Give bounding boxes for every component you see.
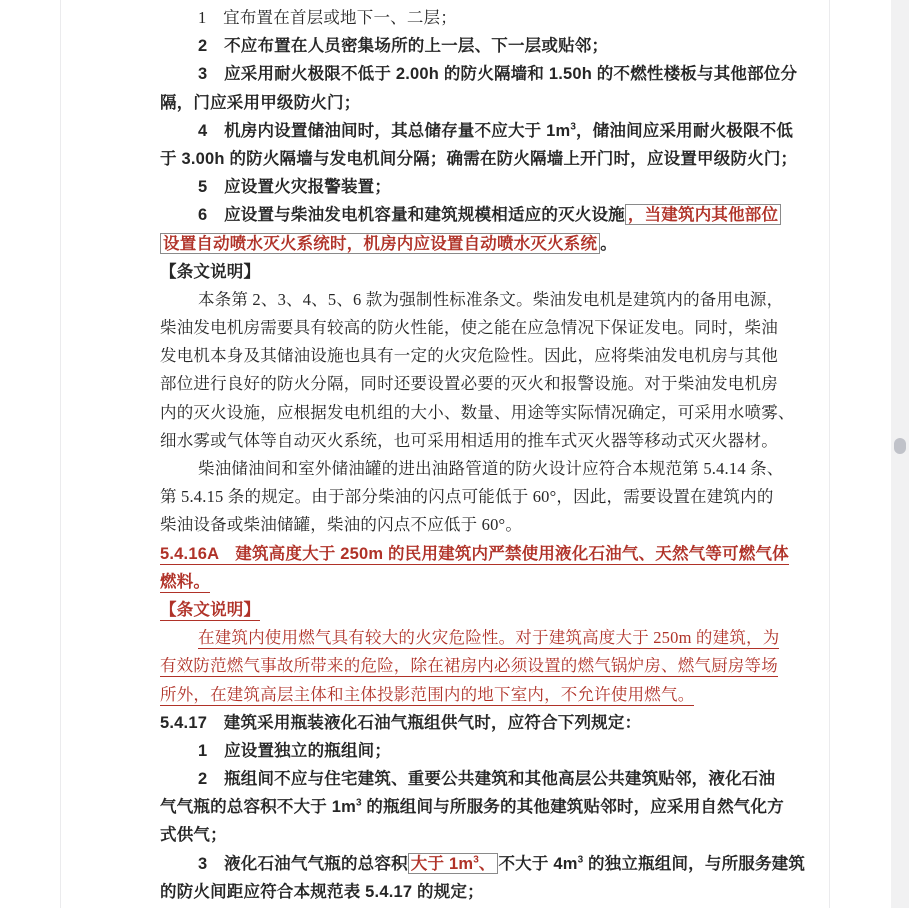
text-line [160, 624, 800, 652]
text-segment: 柴油设备或柴油储罐，柴油的闪点不应低于 60°。 [160, 515, 523, 535]
text-line [160, 230, 800, 258]
revision-highlight-box [625, 204, 781, 225]
page-left-edge-line [60, 0, 61, 908]
text-segment: 式供气； [160, 826, 227, 845]
text-line [160, 511, 800, 539]
text-line [160, 258, 800, 286]
red-text-segment: 【条文说明】 [160, 600, 261, 619]
text-segment: 。 [600, 234, 617, 253]
red-text-segment: 所外，在建筑高层主体和主体投影范围内的地下室内，不允许使用燃气。 [160, 684, 695, 704]
red-text-segment: 燃料。 [160, 572, 211, 591]
text-line [160, 60, 800, 88]
text-segment: 1 宜布置在首层或地下一、二层； [198, 8, 457, 27]
text-line [160, 455, 800, 483]
red-text-segment: 大于 1m [410, 854, 474, 873]
red-text-segment: ，当建筑内其他部位 [627, 206, 779, 225]
text-segment: 4 机房内设置储油间时，其总储存量不应大于 1m [198, 121, 571, 140]
text-segment: 柴油储油间和室外储油罐的进出油路管道的防火设计应符合本规范第 5.4.14 条、 [198, 459, 784, 478]
text-line [160, 850, 806, 878]
text-segment: 的瓶组间与所服务的其他建筑贴邻时，应采用自然气化方 [361, 798, 784, 817]
text-segment: 本条第 2、3、4、5、6 款为强制性标准条文。柴油发电机是建筑内的备用电源， [198, 289, 784, 309]
text-line [160, 709, 800, 737]
text-line [160, 4, 800, 32]
text-line [160, 568, 800, 596]
text-segment: 2 瓶组间不应与住宅建筑、重要公共建筑和其他高层公共建筑贴邻，液化石油 [198, 770, 776, 789]
text-segment: 柴油发电机房需要具有较高的防火性能，使之能在应急情况下保证发电。同时，柴油 [160, 318, 778, 338]
text-line [160, 314, 800, 342]
text-segment: 3 [577, 854, 584, 866]
revision-highlight-box [160, 233, 600, 254]
text-segment: 气气瓶的总容积不大于 1m [160, 798, 357, 817]
text-line [160, 681, 800, 709]
text-segment: 【条文说明】 [160, 262, 261, 281]
red-text-segment: 5.4.16A 建筑高度大于 250m 的民用建筑内严禁使用液化石油气、天然气等可燃气体 [160, 544, 789, 563]
text-segment: 1 应设置独立的瓶组间； [198, 741, 392, 760]
scrollbar-track[interactable] [891, 0, 909, 908]
text-segment: ，储油间应采用耐火极限不低 [575, 121, 794, 140]
text-segment: 5 应设置火灾报警装置； [198, 178, 392, 197]
revision-highlight-box [408, 853, 499, 874]
text-segment: 6 应设置与柴油发电机容量和建筑规模相适应的灭火设施 [198, 206, 625, 225]
red-text-segment: 在建筑内使用燃气具有较大的火灾危险性。对于建筑高度大于 250m 的建筑，为 [198, 628, 780, 648]
text-segment: 内的灭火设施，应根据发电机组的大小、数量、用途等实际情况确定，可采用水喷雾、 [160, 402, 795, 422]
text-segment: 于 3.00h 的防火隔墙与发电机间分隔；确需在防火隔墙上开门时，应设置甲级防火门； [160, 149, 798, 168]
text-line [160, 596, 800, 624]
text-segment: 细水雾或气体等自动灭火系统，也可采用相适用的推车式灭火器等移动式灭火器材。 [160, 430, 778, 450]
text-segment: 3 [356, 797, 362, 809]
text-line [160, 145, 800, 173]
text-segment: 发电机本身及其储油设施也具有一定的火灾危险性。因此，应将柴油发电机房与其他 [160, 346, 778, 366]
red-text-segment: 3 [473, 854, 479, 866]
text-segment: 第 5.4.15 条的规定。由于部分柴油的闪点可能低于 60°，因此，需要设置在建筑内的 [160, 487, 774, 507]
text-segment: 隔，门应采用甲级防火门； [160, 93, 361, 112]
text-line [160, 878, 800, 906]
red-text-segment: 有效防范燃气事故所带来的危险，除在裙房内必须设置的燃气锅炉房、燃气厨房等场 [160, 656, 778, 676]
text-line [160, 370, 800, 398]
text-line [160, 737, 800, 765]
text-segment: 3 液化石油气气瓶的总容积 [198, 854, 408, 873]
text-segment: 部位进行良好的防火分隔，同时还要设置必要的灭火和报警设施。对于柴油发电机房 [160, 374, 778, 394]
text-line [160, 821, 800, 849]
text-line [160, 32, 800, 60]
red-text-segment: 设置自动喷水灭火系统时，机房内应设置自动喷水灭火系统 [163, 234, 598, 253]
text-line [160, 483, 800, 511]
text-line [160, 793, 800, 821]
text-segment: 的独立瓶组间，与所服务建筑 [583, 854, 806, 873]
text-segment: 不大于 4m [498, 854, 578, 873]
text-line [160, 89, 800, 117]
text-segment: 3 [570, 121, 576, 133]
text-segment: 2 不应布置在人员密集场所的上一层、下一层或贴邻； [198, 37, 609, 56]
text-segment: 3 应采用耐火极限不低于 2.00h 的防火隔墙和 1.50h 的不燃性楼板与其他部位分 [198, 65, 798, 84]
text-line [160, 201, 800, 229]
text-line [160, 399, 800, 427]
scrollbar-thumb[interactable] [894, 438, 906, 454]
text-line [160, 652, 800, 680]
page-right-edge-line [829, 0, 830, 908]
text-line [160, 342, 800, 370]
text-line [160, 427, 800, 455]
text-line [160, 117, 800, 145]
text-line [160, 173, 800, 201]
text-segment: 5.4.17 建筑采用瓶装液化石油气瓶组供气时，应符合下列规定： [160, 713, 642, 732]
red-text-segment: 、 [478, 854, 496, 873]
text-line [160, 765, 800, 793]
document-text-content [160, 4, 806, 906]
text-line [160, 286, 800, 314]
text-segment: 的防火间距应符合本规范表 5.4.17 的规定； [160, 882, 484, 901]
text-line [160, 540, 800, 568]
